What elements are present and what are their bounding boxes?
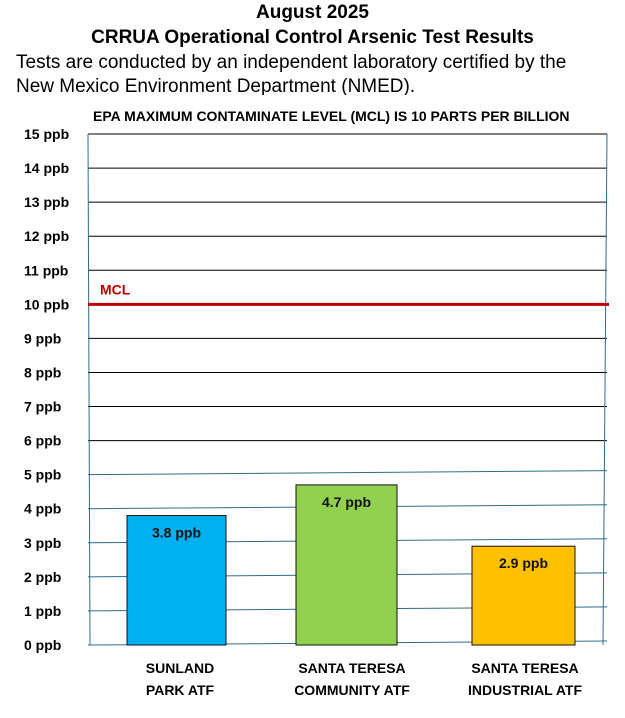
mcl-label: MCL	[100, 281, 131, 298]
y-tick-label: 14 ppb	[24, 160, 70, 177]
y-tick-label: 15 ppb	[24, 126, 70, 142]
category-label-line: SANTA TERESA	[298, 660, 406, 676]
y-tick-label: 3 ppb	[24, 534, 62, 551]
y-tick-label: 4 ppb	[24, 500, 62, 517]
y-tick-label: 13 ppb	[24, 194, 70, 211]
y-tick-label: 12 ppb	[24, 228, 70, 245]
category-label-santa-teresa-community	[262, 657, 442, 701]
y-tick-label: 1 ppb	[24, 602, 62, 619]
gridline	[88, 471, 607, 475]
y-tick-label: 8 ppb	[24, 364, 62, 381]
lab-note-line-2: New Mexico Environment Department (NMED).	[16, 76, 416, 95]
y-tick-label: 5 ppb	[24, 466, 62, 483]
bar-value-label: 3.8 ppb	[151, 524, 202, 541]
y-tick-label: 9 ppb	[24, 330, 62, 347]
chart-title: CRRUA Operational Control Arsenic Test Results	[91, 27, 534, 48]
y-tick-label: 2 ppb	[24, 568, 62, 585]
plot-left-border	[88, 134, 90, 645]
y-tick-label: 11 ppb	[24, 262, 69, 279]
y-tick-label: 10 ppb	[24, 296, 70, 313]
plot-right-border	[603, 134, 607, 645]
bar-value-label: 4.7 ppb	[321, 493, 372, 510]
y-tick-label: 7 ppb	[24, 398, 62, 415]
chart-date: August 2025	[256, 2, 369, 23]
bar-value-label: 2.9 ppb	[498, 555, 549, 572]
category-label-line: SUNLAND	[145, 660, 215, 676]
lab-note-line-1: Tests are conducted by an independent laboratory certified by the	[16, 52, 567, 73]
category-label-sunland	[90, 657, 270, 701]
category-label-line: PARK ATF	[145, 682, 215, 698]
category-label-santa-teresa-industrial	[435, 657, 615, 701]
category-label-line: SANTA TERESA	[471, 660, 579, 676]
y-tick-label: 0 ppb	[24, 637, 62, 653]
y-tick-label: 6 ppb	[24, 432, 62, 449]
mcl-notice: EPA MAXIMUM CONTAMINATE LEVEL (MCL) IS 10 PARTS PER BILLION	[93, 108, 570, 124]
category-label-line: COMMUNITY ATF	[294, 682, 410, 698]
category-label-line: INDUSTRIAL ATF	[467, 682, 583, 698]
